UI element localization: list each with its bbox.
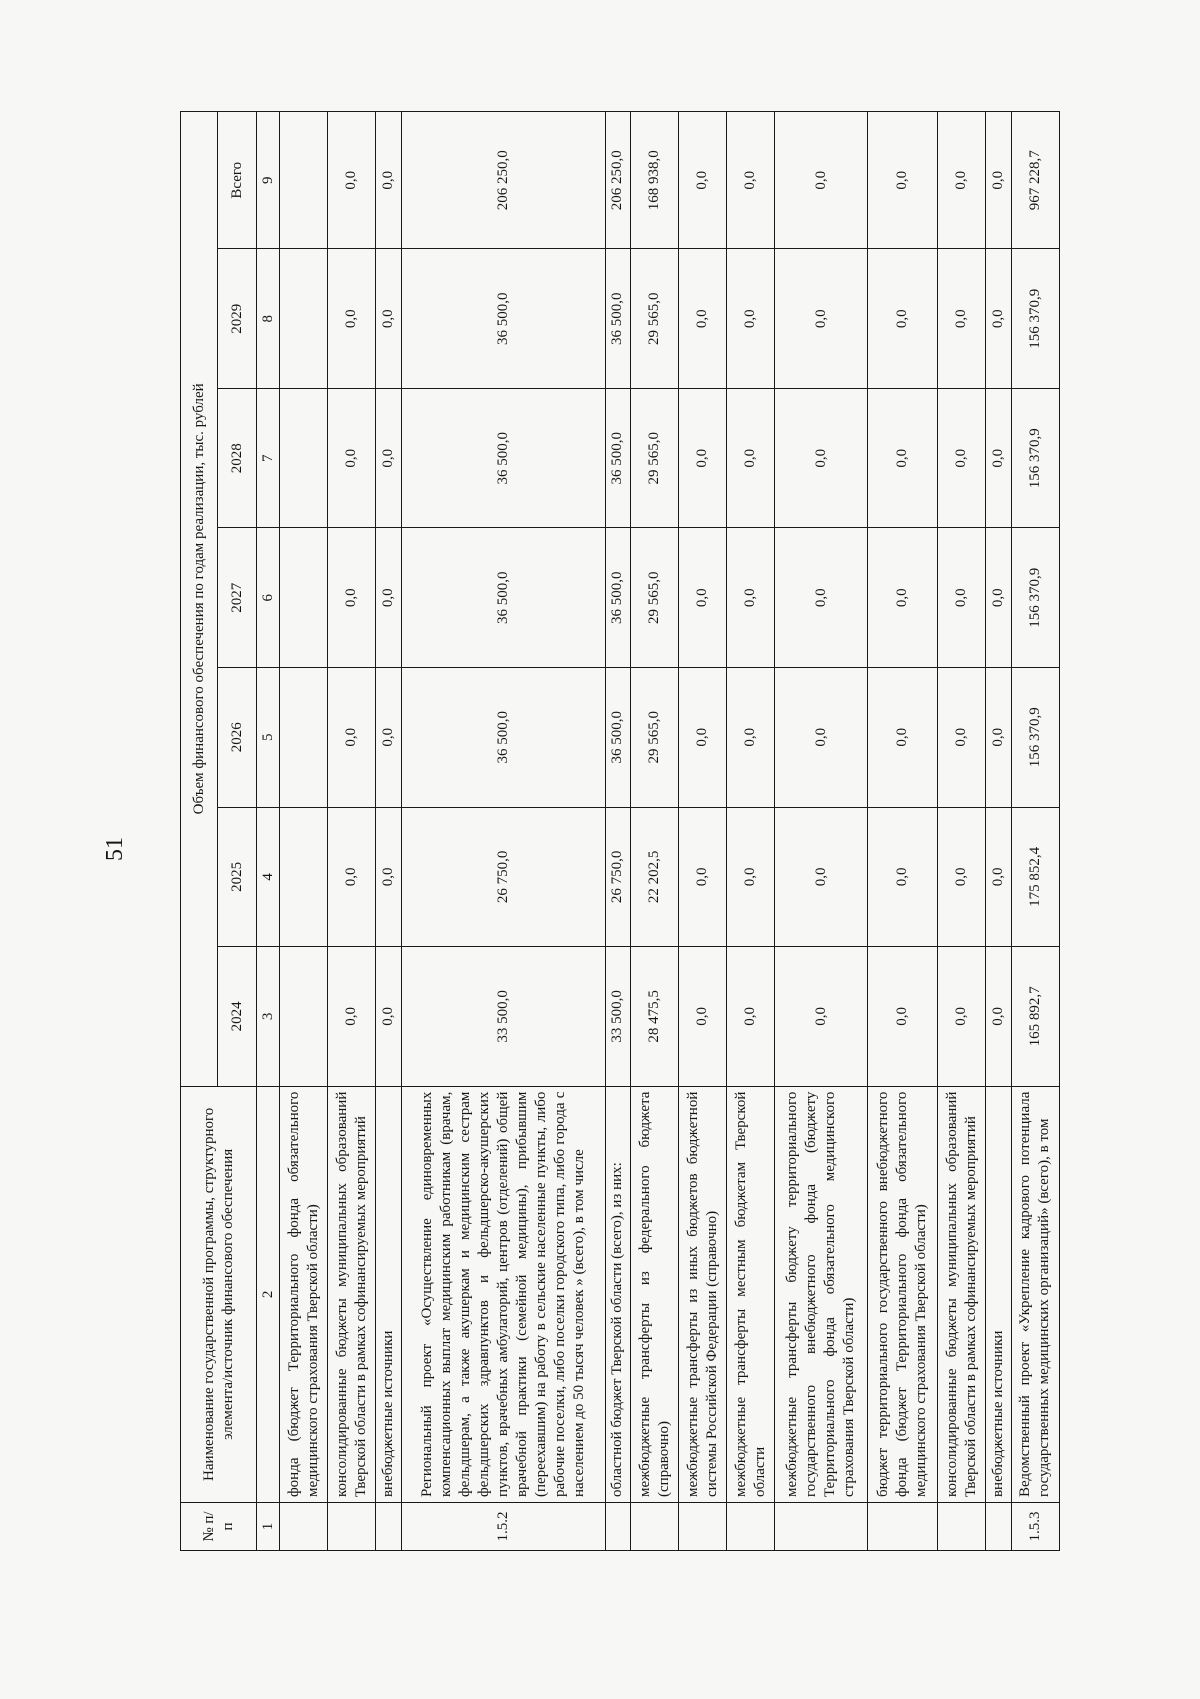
row-value: 0,0 — [938, 947, 986, 1087]
row-total: 0,0 — [986, 112, 1012, 249]
row-value: 0,0 — [328, 807, 376, 947]
row-total: 0,0 — [679, 112, 727, 249]
header-volume: Объем финансового обеспечения по годам реализации, тыс. рублей — [181, 112, 218, 1087]
table-row — [1011, 112, 1059, 1551]
row-value: 0,0 — [679, 388, 727, 528]
row-value: 33 500,0 — [401, 947, 605, 1087]
table-row — [986, 112, 1012, 1551]
row-value: 0,0 — [328, 249, 376, 389]
row-value: 36 500,0 — [605, 668, 631, 808]
table-row — [376, 112, 402, 1551]
column-index: 1 — [257, 1503, 280, 1551]
row-value: 175 852,4 — [1011, 807, 1059, 947]
row-value: 0,0 — [938, 807, 986, 947]
row-name: Региональный проект «Осуществление единовременных компенсационных выплат медицинским работникам (врачам, фельдшерам, а также акушеркам и медицинским сестрам фельдшерских здравпунктов и фельдшерско-акушерских пунктов, врачебных амбулаторий, центров (отделений) общей врачебной практики (семейной медицины), прибывшим (переехавшим) на работу в сельские населенные пункты, либо рабочие поселки, либо поселки городского типа, либо города с населением до 50 тысяч человек » (всего), в том числе — [401, 1086, 605, 1502]
column-index: 4 — [257, 807, 280, 947]
row-total — [280, 112, 328, 249]
row-total: 967 228,7 — [1011, 112, 1059, 249]
column-index: 7 — [257, 388, 280, 528]
row-value: 0,0 — [679, 249, 727, 389]
row-number — [631, 1503, 679, 1551]
column-index: 8 — [257, 249, 280, 389]
row-name: консолидированные бюджеты муниципальных образований Тверской области в рамках софинансируемых мероприятий — [328, 1086, 376, 1502]
row-value: 0,0 — [938, 249, 986, 389]
row-name: межбюджетные трансферты из иных бюджетов бюджетной системы Российской Федерации (справочно) — [679, 1086, 727, 1502]
row-value: 0,0 — [679, 528, 727, 668]
row-value: 0,0 — [376, 807, 402, 947]
row-value — [280, 807, 328, 947]
row-value: 0,0 — [376, 947, 402, 1087]
row-value: 0,0 — [986, 249, 1012, 389]
row-total: 0,0 — [938, 112, 986, 249]
table-row — [401, 112, 605, 1551]
row-name: консолидированные бюджеты муниципальных образований Тверской области в рамках софинансируемых мероприятий — [938, 1086, 986, 1502]
header-total: Всего — [218, 112, 257, 249]
row-value: 0,0 — [867, 528, 937, 668]
row-name: фонда (бюджет Территориального фонда обязательного медицинского страхования Тверской области) — [280, 1086, 328, 1502]
rotated-table-container — [180, 111, 1060, 1551]
row-value: 0,0 — [775, 668, 868, 808]
row-value: 156 370,9 — [1011, 388, 1059, 528]
row-number — [938, 1503, 986, 1551]
table-row — [727, 112, 775, 1551]
header-year: 2025 — [218, 807, 257, 947]
row-value: 156 370,9 — [1011, 249, 1059, 389]
row-value: 29 565,0 — [631, 528, 679, 668]
row-value: 0,0 — [679, 807, 727, 947]
table-row — [938, 112, 986, 1551]
table-body — [280, 112, 1060, 1551]
row-name: внебюджетные источники — [376, 1086, 402, 1502]
row-name: межбюджетные трансферты из федерального бюджета (справочно) — [631, 1086, 679, 1502]
row-value: 36 500,0 — [401, 388, 605, 528]
financing-table — [180, 111, 1060, 1551]
row-value: 36 500,0 — [401, 668, 605, 808]
page-number: 51 — [102, 837, 128, 861]
row-value: 0,0 — [775, 947, 868, 1087]
row-value — [280, 947, 328, 1087]
row-total: 0,0 — [867, 112, 937, 249]
row-name: межбюджетные трансферты местным бюджетам Тверской области — [727, 1086, 775, 1502]
column-index: 2 — [257, 1086, 280, 1502]
header-year: 2028 — [218, 388, 257, 528]
row-value: 36 500,0 — [401, 249, 605, 389]
table-row — [328, 112, 376, 1551]
row-value: 26 750,0 — [605, 807, 631, 947]
row-value: 0,0 — [727, 807, 775, 947]
row-value: 0,0 — [867, 249, 937, 389]
row-name: Ведомственный проект «Укрепление кадрового потенциала государственных медицинских организаций» (всего), в том — [1011, 1086, 1059, 1502]
row-number: 1.5.3 — [1011, 1503, 1059, 1551]
header-year: 2027 — [218, 528, 257, 668]
column-index: 3 — [257, 947, 280, 1087]
row-value: 0,0 — [679, 947, 727, 1087]
row-value: 22 202,5 — [631, 807, 679, 947]
row-value: 0,0 — [328, 668, 376, 808]
header-year: 2029 — [218, 249, 257, 389]
row-value: 33 500,0 — [605, 947, 631, 1087]
row-value: 0,0 — [775, 807, 868, 947]
row-value: 165 892,7 — [1011, 947, 1059, 1087]
row-value: 0,0 — [727, 668, 775, 808]
row-value: 0,0 — [938, 388, 986, 528]
row-value: 0,0 — [775, 249, 868, 389]
row-value: 0,0 — [986, 668, 1012, 808]
column-index: 9 — [257, 112, 280, 249]
row-number — [679, 1503, 727, 1551]
column-index: 5 — [257, 668, 280, 808]
table-row — [679, 112, 727, 1551]
row-value: 0,0 — [867, 388, 937, 528]
column-index: 6 — [257, 528, 280, 668]
row-value — [280, 668, 328, 808]
row-value: 0,0 — [727, 249, 775, 389]
row-value: 0,0 — [727, 388, 775, 528]
row-value: 29 565,0 — [631, 388, 679, 528]
row-value: 0,0 — [986, 807, 1012, 947]
row-value: 0,0 — [867, 947, 937, 1087]
row-value: 0,0 — [376, 249, 402, 389]
row-name: межбюджетные трансферты бюджету территориального государственного внебюджетного фонда (бюджету Территориального фонда обязательного медицинского страхования Тверской области) — [775, 1086, 868, 1502]
row-value: 0,0 — [938, 668, 986, 808]
header-name: Наименование государственной программы, структурного элемента/источник финансового обеспечения — [181, 1086, 257, 1502]
row-value: 0,0 — [679, 668, 727, 808]
row-name: бюджет территориального государственного внебюджетного фонда (бюджет Территориального фонда обязательного медицинского страхования Тверской области) — [867, 1086, 937, 1502]
row-number — [775, 1503, 868, 1551]
row-value: 0,0 — [376, 528, 402, 668]
row-value: 0,0 — [867, 668, 937, 808]
row-value: 0,0 — [727, 528, 775, 668]
row-value: 28 475,5 — [631, 947, 679, 1087]
row-value: 0,0 — [986, 947, 1012, 1087]
row-value: 0,0 — [938, 528, 986, 668]
header-year: 2026 — [218, 668, 257, 808]
row-value: 0,0 — [986, 388, 1012, 528]
row-number: 1.5.2 — [401, 1503, 605, 1551]
table-row — [605, 112, 631, 1551]
row-value: 0,0 — [775, 528, 868, 668]
row-value: 0,0 — [867, 807, 937, 947]
row-value: 156 370,9 — [1011, 668, 1059, 808]
header-year: 2024 — [218, 947, 257, 1087]
row-number — [867, 1503, 937, 1551]
row-total: 206 250,0 — [605, 112, 631, 249]
row-number — [727, 1503, 775, 1551]
row-total: 0,0 — [727, 112, 775, 249]
row-value: 29 565,0 — [631, 249, 679, 389]
row-value — [280, 528, 328, 668]
row-name: областной бюджет Тверской области (всего), из них: — [605, 1086, 631, 1502]
row-total: 0,0 — [328, 112, 376, 249]
header-num: № п/п — [181, 1503, 257, 1551]
row-total: 206 250,0 — [401, 112, 605, 249]
row-total: 168 938,0 — [631, 112, 679, 249]
row-name: внебюджетные источники — [986, 1086, 1012, 1502]
row-number — [376, 1503, 402, 1551]
row-number — [328, 1503, 376, 1551]
table-row — [631, 112, 679, 1551]
row-value: 0,0 — [727, 947, 775, 1087]
table-row — [775, 112, 868, 1551]
table-row — [280, 112, 328, 1551]
table-row — [867, 112, 937, 1551]
row-total: 0,0 — [376, 112, 402, 249]
row-value: 36 500,0 — [605, 249, 631, 389]
row-number — [605, 1503, 631, 1551]
row-value: 0,0 — [376, 388, 402, 528]
row-value: 0,0 — [328, 947, 376, 1087]
row-value: 29 565,0 — [631, 668, 679, 808]
row-value: 0,0 — [986, 528, 1012, 668]
row-value — [280, 388, 328, 528]
row-value: 0,0 — [328, 528, 376, 668]
row-value: 156 370,9 — [1011, 528, 1059, 668]
row-value: 36 500,0 — [401, 528, 605, 668]
row-value — [280, 249, 328, 389]
row-value: 0,0 — [775, 388, 868, 528]
row-value: 0,0 — [376, 668, 402, 808]
row-value: 26 750,0 — [401, 807, 605, 947]
row-number — [280, 1503, 328, 1551]
row-value: 36 500,0 — [605, 388, 631, 528]
row-value: 36 500,0 — [605, 528, 631, 668]
row-number — [986, 1503, 1012, 1551]
row-value: 0,0 — [328, 388, 376, 528]
row-total: 0,0 — [775, 112, 868, 249]
